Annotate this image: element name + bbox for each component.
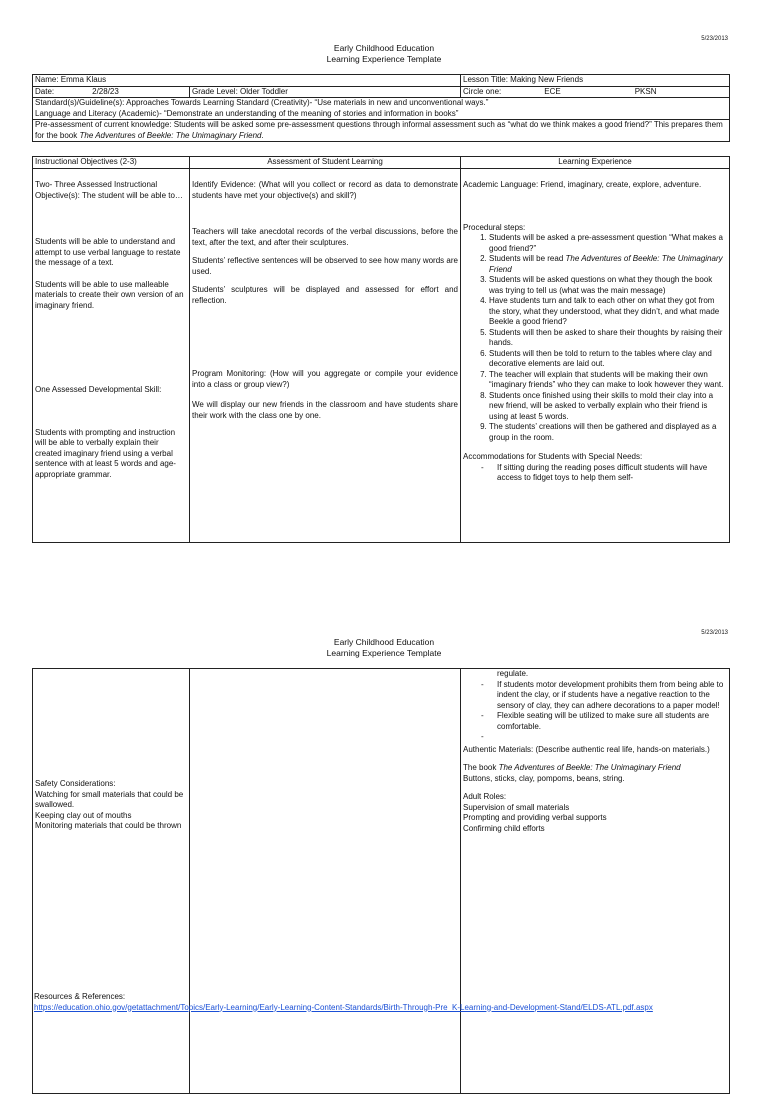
resources-section: [34, 992, 734, 1013]
lesson-info-table: [32, 74, 730, 142]
lesson-plan-table-p1: [32, 156, 730, 543]
safety-cell: Safety Considerations: Watching for small materials that could be swallowed. Keeping clay out of mouths Monitoring materials that could be thrown: [33, 669, 190, 1094]
resources-heading: Resources & References:: [34, 992, 126, 1001]
page2-title: Early Childhood Education: [333, 637, 435, 647]
grade-level-cell: Grade Level: Older Toddler: [190, 86, 461, 98]
name-cell: Name: Emma Klaus: [33, 75, 461, 87]
page-subtitle: Learning Experience Template: [326, 54, 442, 64]
empty-assessment-cell: [190, 669, 461, 1094]
column-header-learning: Learning Experience: [461, 157, 730, 169]
page-title: Early Childhood Education: [333, 43, 435, 53]
page2-date: 5/23/2013: [701, 630, 728, 636]
procedural-steps-list: 1. Students will be asked a pre-assessment question “What makes a good friend?” 2. Students will be read The Adventures of Beekle: The Unimaginary Friend 3. Students will be asked questions on what they though the book was trying to tell us (what was the main message) 4. Have students turn and talk to each other on what they got from the story, what they understood, what they didn’t, and what made Beekle a good friend? 5. Students will then be asked to share their thoughts by raising their hands. 6. Students will then be told to return to the tables where clay and decorative elements are laid out. 7. The teacher will explain that students will be making their own “imaginary friends” who they can make to look however they want. 8. Students once finished using their skills to mold their clay into a new friend, will be asked to verbally explain who their friend is using at least 5 words. 9. The students’ creations will then be gathered and displayed as a group in the room.: [463, 233, 727, 443]
objectives-cell: Two- Three Assessed Instructional Objective(s): The student will be able to… Students will be able to understand and attempt to use verbal language to restate the message of a text. Students will be able to use malleable materials to create their own version of an imaginary friend. One Assessed Developmental Skill: Students with prompting and instruction will be able to verbally explain their created imaginary friend using a verbal sentence with at least 5 words and age-appropriate grammar.: [33, 169, 190, 543]
accommodations-list: - If sitting during the reading poses difficult students will have access to fidget toys to help them self-: [463, 463, 727, 484]
circle-one-cell: Circle one: ECE PKSN: [461, 86, 730, 98]
learning-cell-continued: regulate. - If students motor development prohibits them from being able to indent the clay, or if students have a negative reaction to the sensory of clay, they can adhere decorations to a paper model! - Flexible seating will be utilized to make sure all students are comfortable. - Authentic Materials: (Describe authentic real life, hands-on materials.) The book The Adventures of Beekle: The Unimaginary Friend Buttons, sticks, clay, pompoms, beans, string. Adult Roles: Supervision of small materials Prompting and providing verbal supports Confirming child efforts: [461, 669, 730, 1094]
page-date: 5/23/2013: [701, 36, 728, 42]
accommodations-list-continued: regulate. - If students motor development prohibits them from being able to indent the clay, or if students have a negative reaction to the sensory of clay, they can adhere decorations to a paper model! - Flexible seating will be utilized to make sure all students are comfortable. -: [463, 669, 727, 743]
lesson-plan-table-p2: [32, 668, 730, 1094]
learning-cell: Academic Language: Friend, imaginary, create, explore, adventure. Procedural steps: 1. Students will be asked a pre-assessment question “What makes a good friend?” 2. Students will be read The Adventures of Beekle: The Unimaginary Friend 3. Students will be asked questions on what they though the book was trying to tell us (what was the main message) 4. Have students turn and talk to each other on what they got from the story, what they understood, what they didn’t, and what made Beekle a good friend? 5. Students will then be asked to share their thoughts by raising their hands. 6. Students will then be told to return to the tables where clay and decorative elements are laid out. 7. The teacher will explain that students will be making their own “imaginary friends” who they can make to look however they want. 8. Students once finished using their skills to mold their clay into a new friend, will be asked to verbally explain who their friend is using at least 5 words. 9. The students’ creations will then be gathered and displayed as a group in the room. Accommodations for Students with Special Needs: - If sitting during the reading poses difficult students will have access to fidget toys to help them self-: [461, 169, 730, 543]
page2-subtitle: Learning Experience Template: [326, 648, 442, 658]
column-header-objectives: Instructional Objectives (2-3): [33, 157, 190, 169]
standards-cell: Standard(s)/Guideline(s): Approaches Towards Learning Standard (Creativity)- “Use materials in new and unconventional ways.” Language and Literacy (Academic)- “Demonstrate an understanding of the meaning of stories and information in books”: [33, 98, 730, 120]
lesson-title-cell: Lesson Title: Making New Friends: [461, 75, 730, 87]
preassessment-cell: Pre-assessment of current knowledge: Students will be asked some pre-assessment questions through informal assessment such as “what do we think makes a good friend?” This prepares them for the book The Adventures of Beekle: The Unimaginary Friend.: [33, 120, 730, 142]
column-header-assessment: Assessment of Student Learning: [190, 157, 461, 169]
resource-link[interactable]: https://education.ohio.gov/getattachment/Topics/Early-Learning/Early-Learning-Content-Standards/Birth-Through-Pre_K-Learning-and-Development-Stand/ELDS-ATL.pdf.aspx: [34, 1002, 653, 1012]
date-cell: Date: 2/28/23: [33, 86, 190, 98]
assessment-cell: Identify Evidence: (What will you collect or record as data to demonstrate students have met your objective(s) and skill?) Teachers will take anecdotal records of the verbal discussions, before the text, after the text, and after their sculptures. Students’ reflective sentences will be observed to see how many words are used. Students’ sculptures will be displayed and assessed for effort and reflection. Program Monitoring: (How will you aggregate or compile your evidence into a class or group view?) We will display our new friends in the classroom and have students share their work with the class one by one.: [190, 169, 461, 543]
